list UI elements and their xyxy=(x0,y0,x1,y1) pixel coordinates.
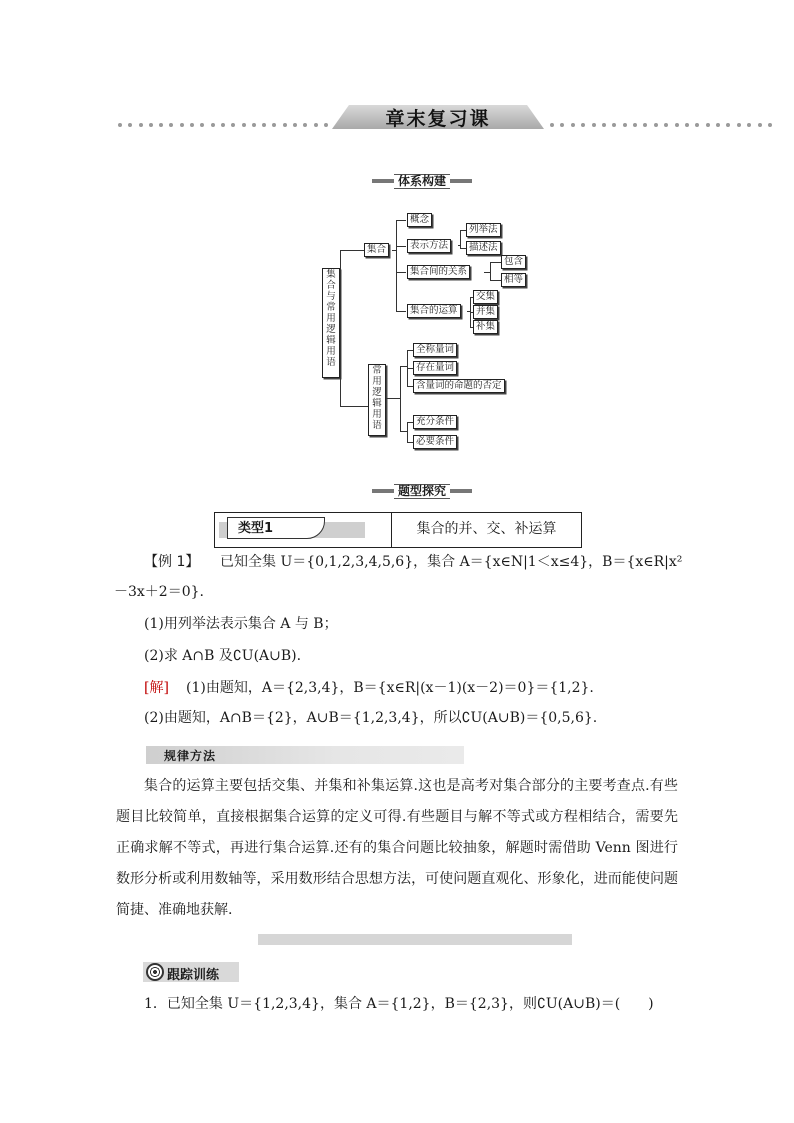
mindmap-operations: 集合的运算 xyxy=(407,304,461,318)
method-paragraph: 集合的运算主要包括交集、并集和补集运算.这也是高考对集合部分的主要考查点.有些题目比较简单，直接根据集合运算的定义可得.有些题目与解不等式或方程相结合，需要先正确求解不等式，再进行集合运算.还有的集合问题比较抽象，解题时需借助 Venn 图进行数形分析或利用数轴等，采用数形结合思想方法，可使问题直观化、形象化，进而能使问题简捷、准确地获解. xyxy=(116,778,678,918)
mindmap-root xyxy=(322,268,340,378)
banner-dots-right xyxy=(550,122,772,128)
mindmap-enumeration: 列举法 xyxy=(466,223,501,237)
solution-1: (1)由题知，A＝{2,3,4}，B＝{x∈R|(x－1)(x－2)＝0}＝{1,2}. xyxy=(186,680,594,696)
mindmap-sets: 集合 xyxy=(364,243,389,257)
tracking-question-1: 1．已知全集 U＝{1,2,3,4}，集合 A＝{1,2}，B＝{2,3}，则∁U(A∪B)＝( ) xyxy=(144,996,654,1012)
question-2: (2)求 A∩B 及∁U(A∪B). xyxy=(144,648,302,664)
section-title-types: 题型探究 xyxy=(394,484,450,499)
mindmap-logic xyxy=(368,364,386,436)
tracking-title: 跟踪训练 xyxy=(167,968,220,983)
separator-bar xyxy=(258,934,572,945)
chapter-title: 章末复习课 xyxy=(385,108,491,130)
section-heading-types xyxy=(372,485,472,497)
question-1: (1)用列举法表示集合 A 与 B； xyxy=(144,616,338,632)
method-title: 规律方法 xyxy=(164,749,217,763)
example-label: 【例 1】 xyxy=(144,554,200,570)
mindmap-concept: 概念 xyxy=(407,213,432,227)
mindmap-union: 并集 xyxy=(473,305,498,319)
banner-dots-left xyxy=(118,122,328,128)
mindmap-inclusion: 包含 xyxy=(501,255,526,269)
example-line-1: 已知全集 U＝{0,1,2,3,4,5,6}，集合 A＝{x∈N|1＜x≤4}，B＝{x∈R|x² xyxy=(220,554,683,570)
type-title: 集合的并、交、补运算 xyxy=(416,521,557,537)
section-title-structure: 体系构建 xyxy=(394,174,450,189)
mindmap-existential-quantifier: 存在量词 xyxy=(413,361,457,375)
mindmap-relations: 集合间的关系 xyxy=(407,265,470,279)
mindmap-intersection: 交集 xyxy=(473,290,498,304)
mindmap-necessary-condition: 必要条件 xyxy=(413,435,457,449)
logic-chars: 常 用 逻 辑 用 语 xyxy=(372,365,382,431)
mindmap-universal-quantifier: 全称量词 xyxy=(413,343,457,357)
method-heading xyxy=(146,746,464,764)
mindmap-equal: 相等 xyxy=(501,273,526,287)
solution-label: [解] xyxy=(144,680,169,696)
mindmap-description: 描述法 xyxy=(466,241,501,255)
mindmap-complement: 补集 xyxy=(473,320,498,334)
type-table xyxy=(214,512,582,548)
mindmap-sufficient-condition: 充分条件 xyxy=(413,415,457,429)
root-chars: 集 合 与 常 用 逻 辑 用 语 xyxy=(326,269,336,368)
example-line-2: －3x＋2＝0}. xyxy=(114,584,204,600)
target-icon xyxy=(146,963,164,981)
mindmap-negation: 含量词的命题的否定 xyxy=(413,379,505,393)
solution-2: (2)由题知，A∩B＝{2}，A∪B＝{1,2,3,4}，所以∁U(A∪B)＝{0,5,6}. xyxy=(144,710,598,726)
section-heading-structure xyxy=(372,175,472,187)
mindmap-representation: 表示方法 xyxy=(407,239,451,253)
type-tag: 类型1 xyxy=(227,517,325,539)
type-tag-cell xyxy=(215,513,392,547)
